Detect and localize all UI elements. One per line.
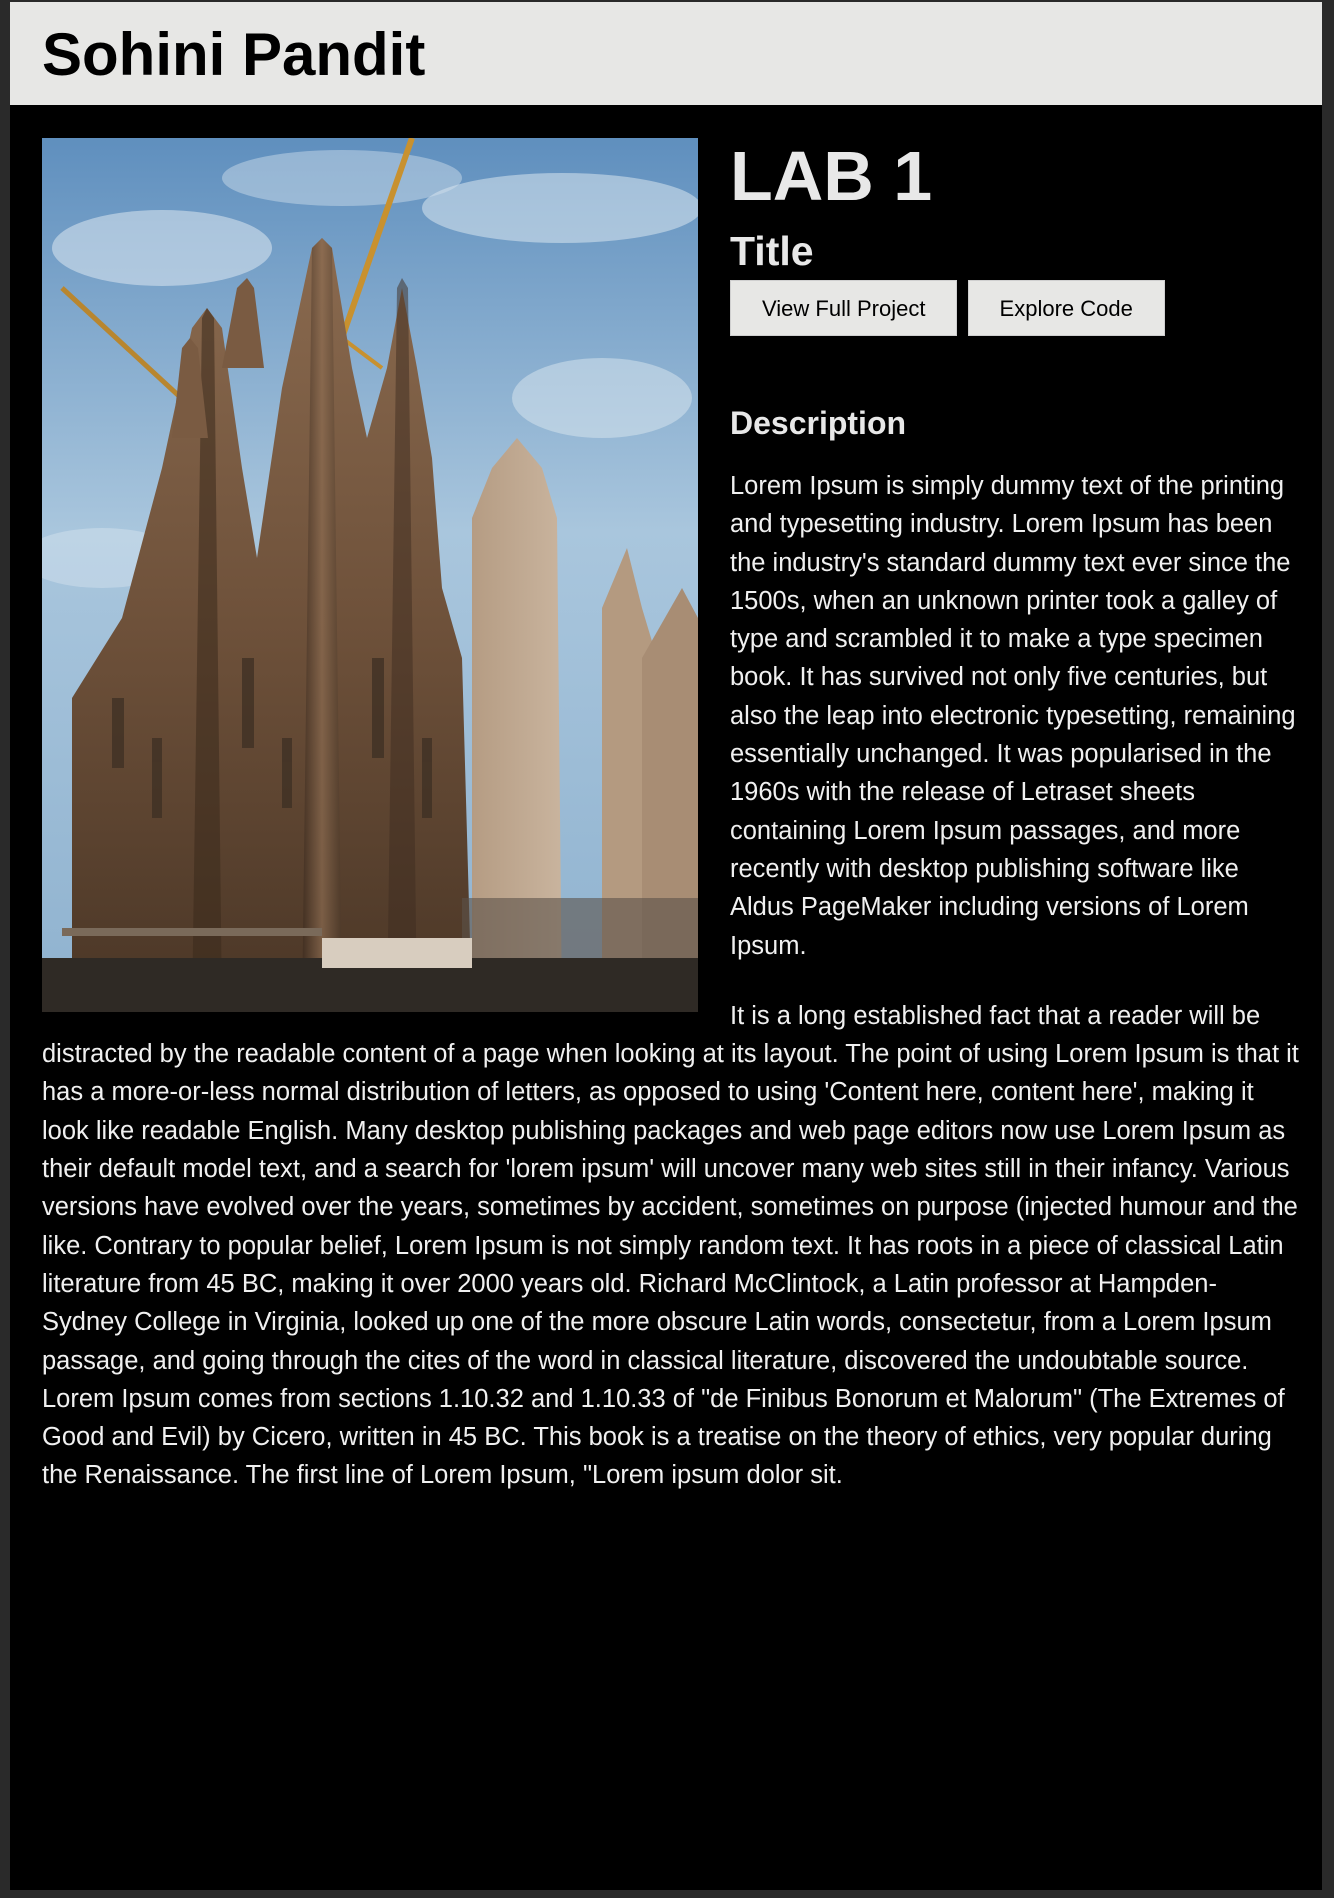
- description-paragraph: It is a long established fact that a reader will be distracted by the readable content of a page when looking at its layout. The point of using Lorem Ipsum is that it has a more-or-less normal distribution of letters, as opposed to using 'Content here, content here', making it look like readable English. Many desktop publishing packages and web page editors now use Lorem Ipsum as their default model text, and a search for 'lorem ipsum' will uncover many web sites still in their infancy. Various versions have evolved over the years, sometimes by accident, sometimes on purpose (injected humour and the like. Contrary to popular belief, Lorem Ipsum is not simply random text. It has roots in a piece of classical Latin literature from 45 BC, making it over 2000 years old. Richard McClintock, a Latin professor at Hampden-Sydney College in Virginia, looked up one of the more obscure Latin words, consectetur, from a Lorem Ipsum passage, and going through the cites of the word in classical literature, discovered the undoubtable source. Lorem Ipsum comes from sections 1.10.32 and 1.10.33 of "de Finibus Bonorum et Malorum" (The Extremes of Good and Evil) by Cicero, written in 45 BC. This book is a treatise on the theory of ethics, very popular during the Renaissance. The first line of Lorem Ipsum, "Lorem ipsum dolor sit.: [42, 1001, 1299, 1490]
- project-title: Title: [730, 228, 814, 274]
- site-owner-name: Sohini Pandit: [42, 21, 426, 88]
- project-content: [10, 105, 1322, 1495]
- cathedral-photo: [42, 138, 698, 1012]
- description-paragraph: Lorem Ipsum is simply dummy text of the printing and typesetting industry. Lorem Ipsum has been the industry's standard dummy text ever since the 1500s, when an unknown printer took a galley of type and scrambled it to make a type specimen book. It has survived not only five centuries, but also the leap into electronic typesetting, remaining essentially unchanged. It was popularised in the 1960s with the release of Letraset sheets containing Lorem Ipsum passages, and more recently with desktop publishing software like Aldus PageMaker including versions of Lorem Ipsum.: [730, 472, 1296, 960]
- lab-title: LAB 1: [730, 137, 933, 215]
- site-header: [10, 2, 1322, 105]
- view-full-project-button[interactable]: View Full Project: [730, 280, 957, 336]
- description-heading: Description: [730, 405, 907, 441]
- page-frame: [10, 2, 1322, 1890]
- explore-code-button[interactable]: Explore Code: [968, 280, 1165, 336]
